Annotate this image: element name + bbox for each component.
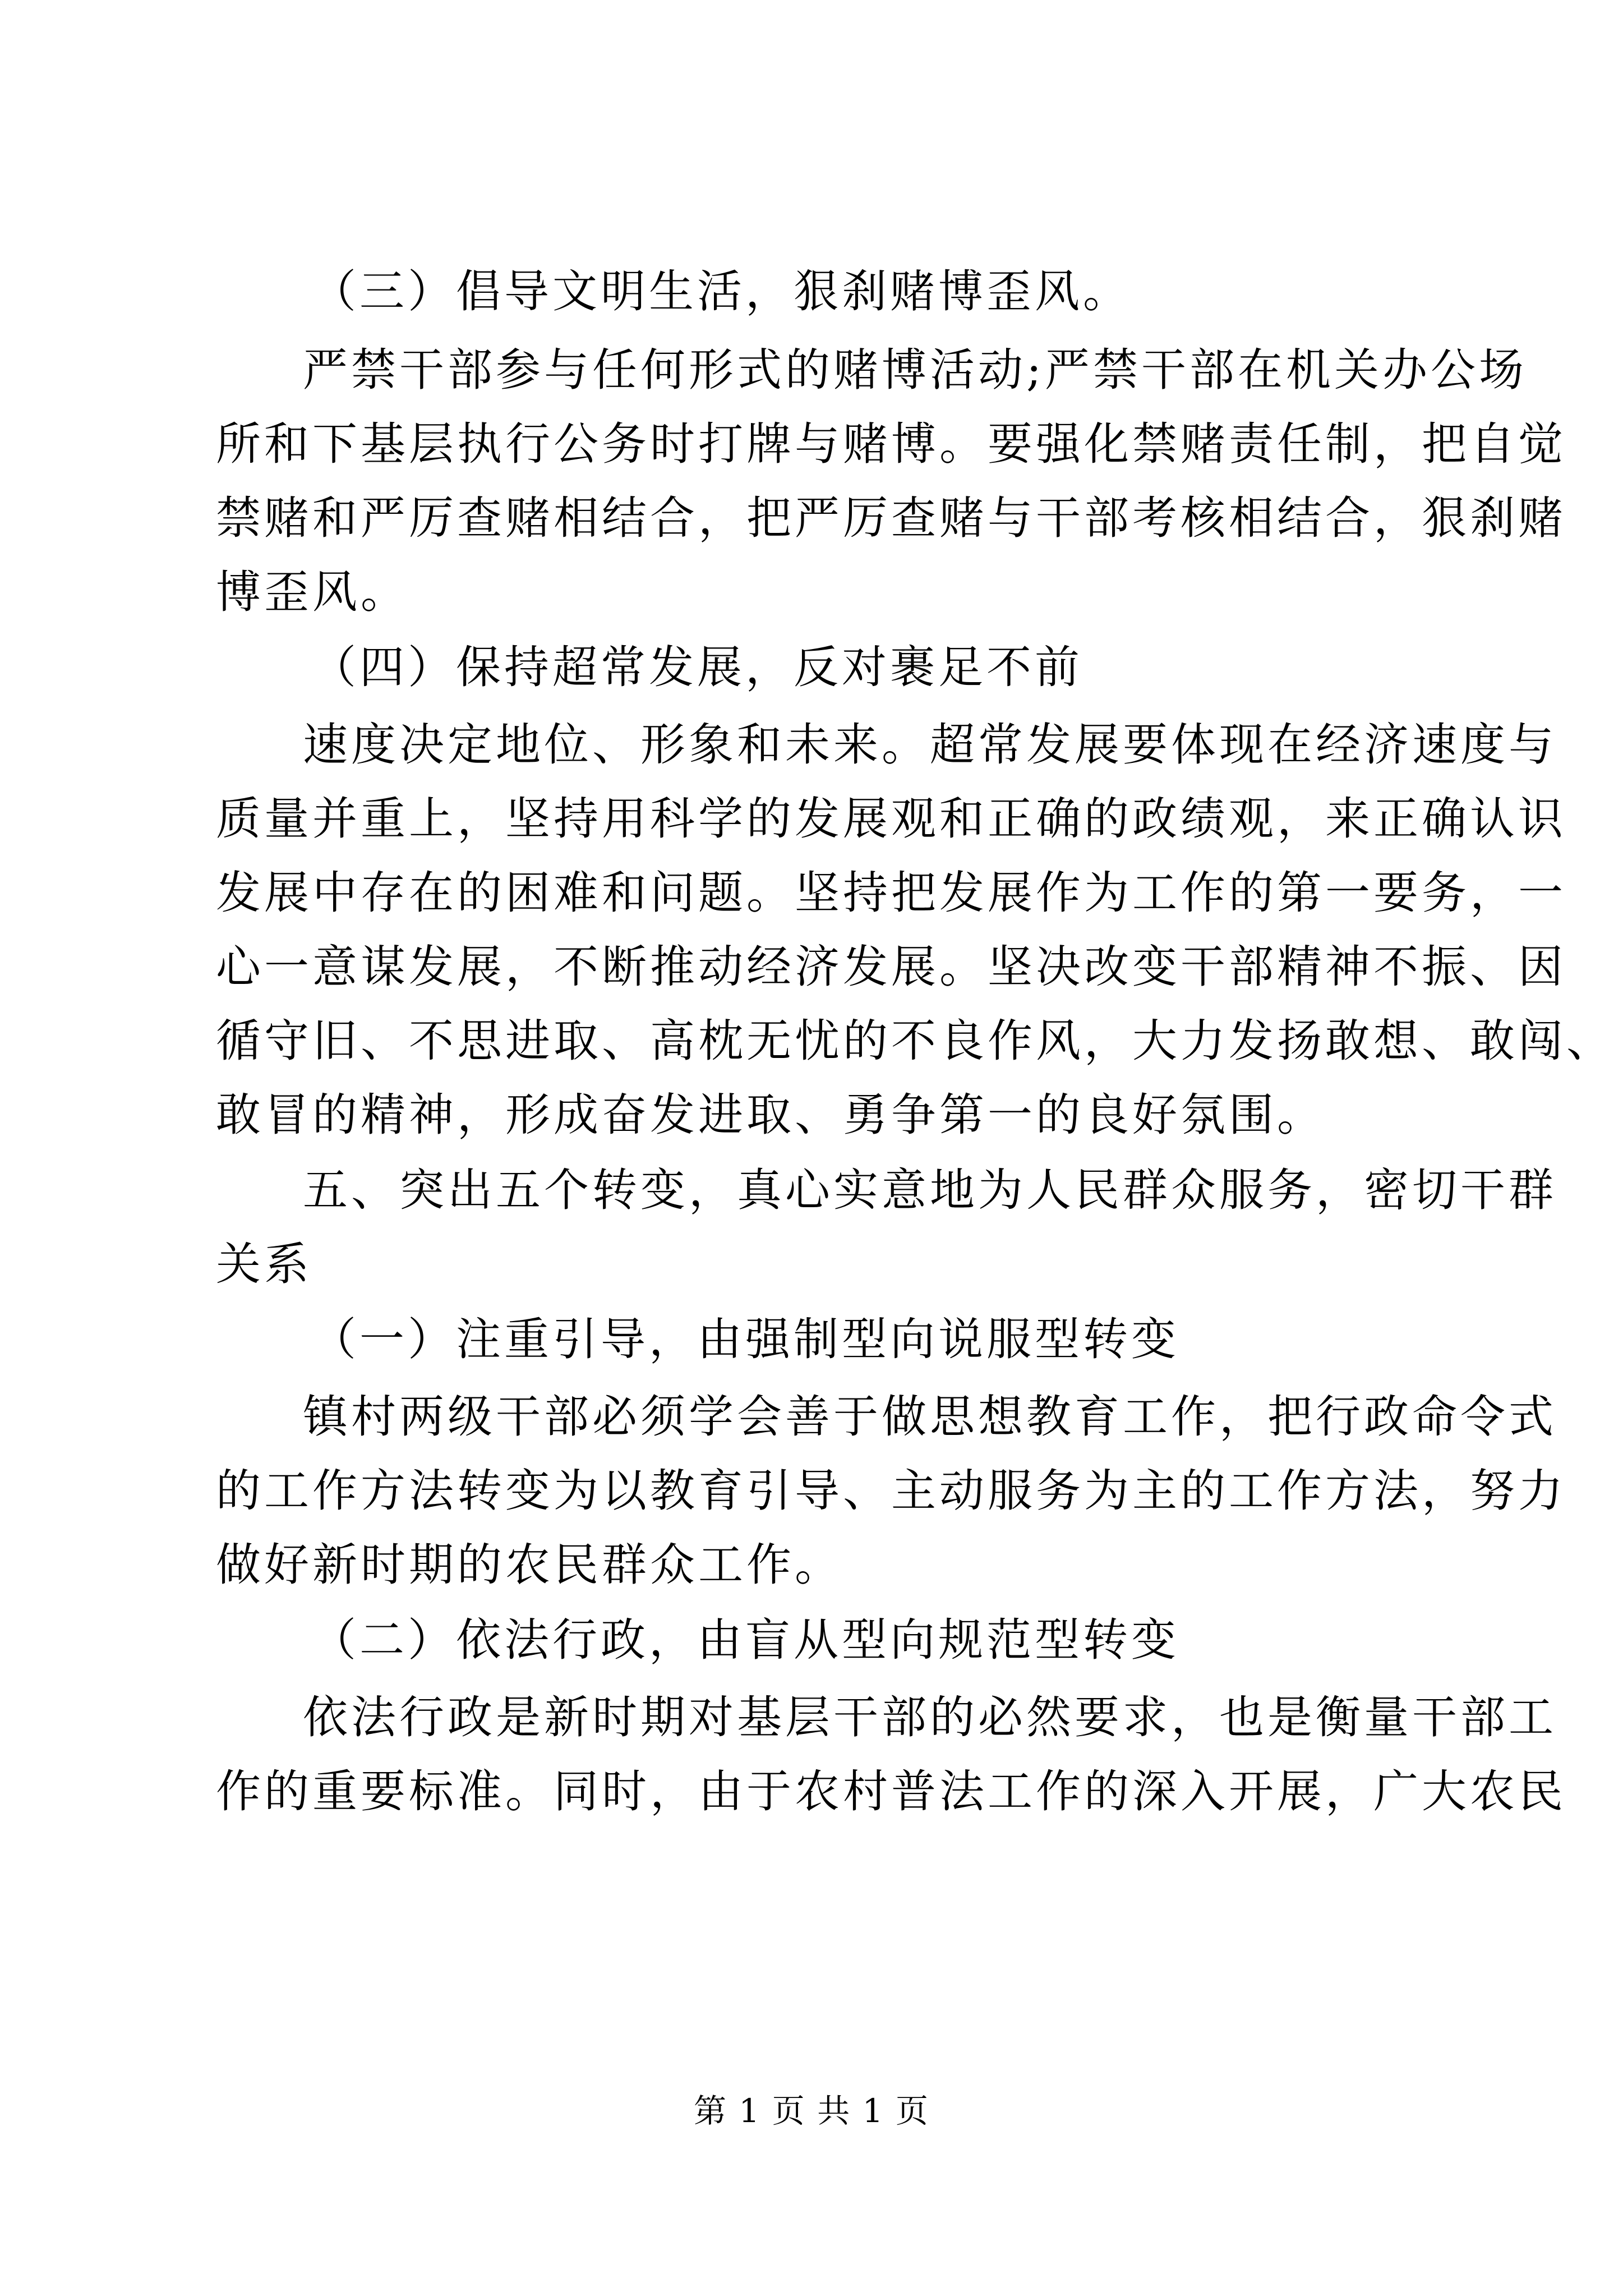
paragraph-line: 质量并重上，坚持用科学的发展观和正确的政绩观，来正确认识: [216, 793, 1566, 845]
paragraph-line: 心一意谋发展，不断推动经济发展。坚决改变干部精神不振、因: [216, 941, 1566, 993]
paragraph-line: 镇村两级干部必须学会善于做思想教育工作，把行政命令式: [303, 1391, 1557, 1443]
paragraph-line: 博歪风。: [216, 566, 409, 618]
paragraph-line: 的工作方法转变为以教育引导、主动服务为主的工作方法，努力: [216, 1465, 1566, 1517]
subsection-heading-1: （一）注重引导，由强制型向说服型转变: [311, 1313, 1179, 1365]
paragraph-line: 敢冒的精神，形成奋发进取、勇争第一的良好氛围。: [216, 1089, 1325, 1141]
subsection-heading-2: （二）依法行政，由盲从型向规范型转变: [311, 1614, 1179, 1666]
paragraph-line: 做好新时期的农民群众工作。: [216, 1539, 843, 1591]
paragraph-line: 所和下基层执行公务时打牌与赌博。要强化禁赌责任制，把自觉: [216, 418, 1566, 470]
page-footer: 第 1 页 共 1 页: [694, 2092, 929, 2130]
paragraph-line: 循守旧、不思进取、高枕无忧的不良作风，大力发扬敢想、敢闯、: [216, 1015, 1615, 1067]
section-heading-3: （三）倡导文明生活，狠刹赌博歪风。: [311, 265, 1131, 318]
section-heading-five-cont: 关系: [216, 1238, 312, 1290]
paragraph-line: 发展中存在的困难和问题。坚持把发展作为工作的第一要务，一: [216, 867, 1566, 919]
paragraph-line: 速度决定地位、形象和未来。超常发展要体现在经济速度与: [303, 719, 1557, 771]
paragraph-line: 依法行政是新时期对基层干部的必然要求，也是衡量干部工: [303, 1691, 1557, 1743]
paragraph-line: 禁赌和严厉查赌相结合，把严厉查赌与干部考核相结合，狠刹赌: [216, 492, 1566, 544]
paragraph-line: 作的重要标准。同时，由于农村普法工作的深入开展，广大农民: [216, 1765, 1566, 1818]
section-heading-five: 五、突出五个转变，真心实意地为人民群众服务，密切干群: [303, 1164, 1557, 1216]
section-heading-4: （四）保持超常发展，反对裹足不前: [311, 641, 1083, 693]
paragraph-line: 严禁干部参与任何形式的赌博活动;严禁干部在机关办公场: [303, 344, 1527, 396]
